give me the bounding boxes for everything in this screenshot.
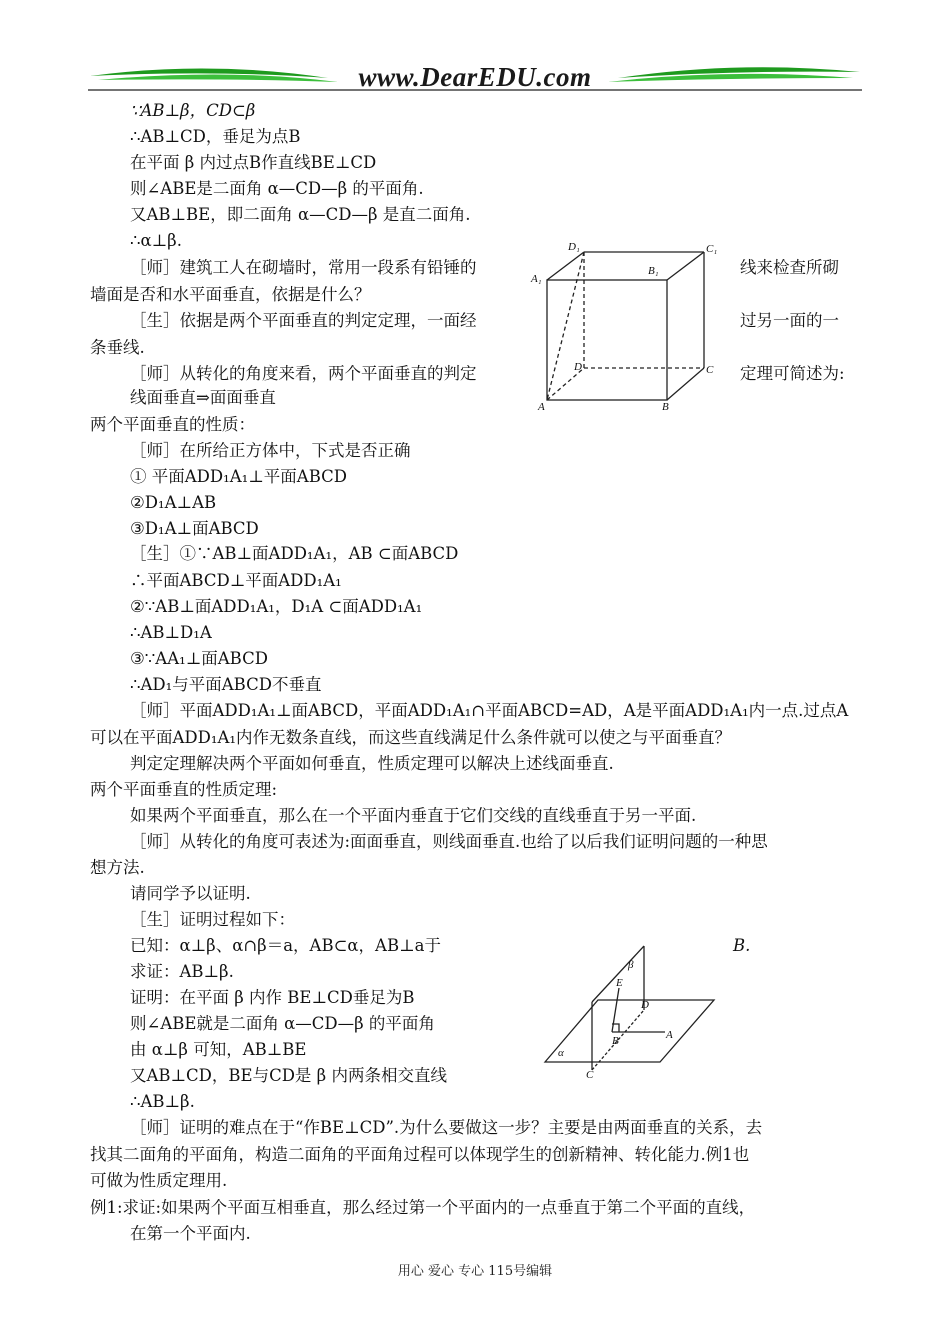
cube-label: C₁ (706, 243, 718, 255)
site-header (88, 58, 862, 98)
text-line: ① 平面ADD₁A₁⊥平面ABCD (130, 467, 347, 486)
plane-label: B (612, 1035, 619, 1047)
text-line: 例1:求证:如果两个平面互相垂直，那么经过第一个平面内的一点垂直于第二个平面的直线， (90, 1198, 756, 1217)
cube-label: B (662, 401, 669, 413)
cube-figure (528, 238, 724, 418)
text-line: ［师］平面ADD₁A₁⊥面ABCD，平面ADD₁A₁∩平面ABCD=AD，A是平面ADD₁A₁内一点.过点A (130, 701, 849, 720)
cube-label: A (538, 401, 545, 413)
text-line: ∴平面ABCD⊥平面ADD₁A₁ (130, 571, 342, 590)
text-line: ［生］①∵AB⊥面ADD₁A₁，AB ⊂面ABCD (130, 544, 459, 563)
text-line: ［生］依据是两个平面垂直的判定定理，一面经 (130, 311, 477, 330)
text-line: 两个平面垂直的性质： (90, 415, 255, 434)
text-line: B. (733, 936, 751, 955)
text-line: 找其二面角的平面角，构造二面角的平面角过程可以体现学生的创新精神、转化能力.例1也 (90, 1145, 750, 1164)
text-line: 又AB⊥BE，即二面角 α—CD—β 是直二面角. (130, 205, 471, 224)
cube-label: D₁ (568, 241, 580, 253)
plane-label: α (558, 1047, 564, 1059)
text-line: 条垂线. (90, 338, 145, 357)
page-footer: 用心 爱心 专心 115号编辑 (397, 1264, 553, 1279)
text-line: 两个平面垂直的性质定理: (90, 780, 278, 799)
text-line: 想方法. (90, 858, 145, 877)
text-line: 定理可简述为: (740, 364, 845, 383)
site-title: www.DearEDU.com (358, 62, 592, 92)
text-line: ∴AD₁与平面ABCD不垂直 (130, 675, 322, 694)
text-line: ②∵AB⊥面ADD₁A₁，D₁A ⊂面ADD₁A₁ (130, 597, 423, 616)
text-line: 在平面 β 内过点B作直线BE⊥CD (130, 153, 377, 172)
text-line: ［师］从转化的角度来看，两个平面垂直的判定 (130, 364, 477, 383)
planes-figure (540, 940, 720, 1080)
plane-label: β (628, 959, 634, 971)
text-line: ②D₁A⊥AB (130, 493, 217, 512)
cube-label: A₁ (531, 273, 542, 285)
text-line: 在第一个平面内. (130, 1224, 251, 1243)
text-line: ［师］建筑工人在砌墙时，常用一段系有铅锤的 (130, 258, 477, 277)
plane-label: C (586, 1069, 594, 1080)
text-line: 又AB⊥CD，BE与CD是 β 内两条相交直线 (130, 1066, 447, 1085)
text-line: ③∵AA₁⊥面ABCD (130, 649, 268, 668)
text-line: ∴AB⊥β. (130, 1092, 195, 1111)
plane-label: A (666, 1029, 673, 1041)
text-line: 墙面是否和水平面垂直，依据是什么？ (90, 285, 371, 304)
text-line: ∵AB⊥β，CD⊂β (130, 101, 256, 120)
cube-label: B₁ (648, 265, 659, 277)
cube-label: D (574, 361, 582, 373)
text-line: 已知：α⊥β、α∩β＝a，AB⊂α，AB⊥a于 (130, 936, 441, 955)
text-line: ③D₁A⊥面ABCD (130, 519, 259, 538)
plane-label: E (616, 977, 623, 989)
text-line: 判定定理解决两个平面如何垂直，性质定理可以解决上述线面垂直. (130, 754, 614, 773)
text-line: 线面垂直⇒面面垂直 (130, 388, 276, 407)
text-line: 求证：AB⊥β. (130, 962, 234, 981)
text-line: 则∠ABE是二面角 α—CD—β 的平面角. (130, 179, 424, 198)
cube-label: C (706, 364, 714, 376)
text-line: ［生］证明过程如下： (130, 910, 295, 929)
text-line: ∴AB⊥D₁A (130, 623, 212, 642)
text-line: 如果两个平面垂直，那么在一个平面内垂直于它们交线的直线垂直于另一平面. (130, 806, 697, 825)
text-line: ［师］在所给正方体中，下式是否正确 (130, 441, 411, 460)
text-line: 可以在平面ADD₁A₁内作无数条直线，而这些直线满足什么条件就可以使之与平面垂直？ (90, 728, 732, 747)
text-line: 过另一面的一 (740, 311, 839, 330)
text-line: ∴AB⊥CD，垂足为点B (130, 127, 301, 146)
text-line: ∴α⊥β. (130, 231, 182, 250)
text-line: 由 α⊥β 可知，AB⊥BE (130, 1040, 307, 1059)
plane-label: D (641, 999, 649, 1011)
text-line: 则∠ABE就是二面角 α—CD—β 的平面角 (130, 1014, 435, 1033)
text-line: 可做为性质定理用. (90, 1171, 228, 1190)
text-line: ［师］从转化的角度可表述为:面面垂直，则线面垂直.也给了以后我们证明问题的一种思 (130, 832, 768, 851)
text-line: ［师］证明的难点在于“作BE⊥CD”.为什么要做这一步？主要是由两面垂直的关系，去 (130, 1118, 763, 1137)
text-line: 线来检查所砌 (740, 258, 839, 277)
text-line: 证明：在平面 β 内作 BE⊥CD垂足为B (130, 988, 415, 1007)
text-line: 请同学予以证明. (130, 884, 251, 903)
